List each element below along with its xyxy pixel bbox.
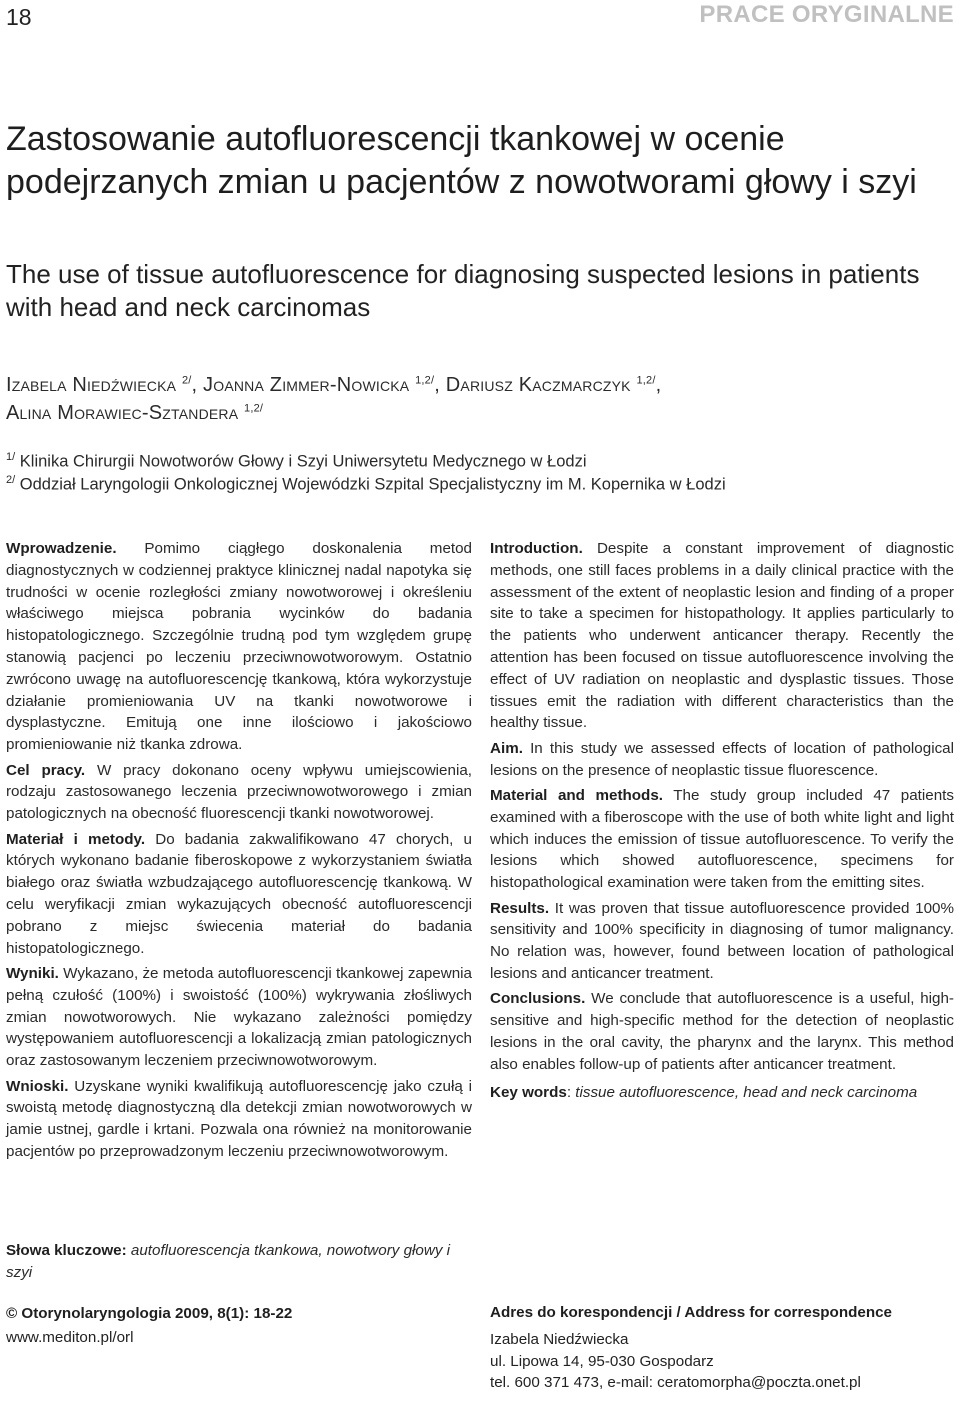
section-heading: Cel pracy. [6,761,86,779]
footer-journal-info [6,1302,466,1350]
abstract-section [6,760,472,825]
keywords-english [490,1082,954,1104]
correspondence-contact: tel. 600 371 473, e-mail: ceratomorpha@poczta.onet.pl [490,1374,861,1392]
affiliation-mark: 2/ [6,474,16,486]
title-polish: Zastosowanie autofluorescencji tkankowej w ocenie podejrzanych zmian u pacjentów z nowotworami głowy i szyi [6,120,917,201]
author-affiliation-mark: 1,2/ [244,402,264,415]
section-text: Wykazano, że metoda autofluorescencji tkankowej zapewnia pełną czułość (100%) i swoistość (100%) wykrywania złośliwych zmian nowotworowych. Nie wykazano zależności pomiędzy występowaniem autofluorescencji a lokalizacją zmian patologicznych oraz zastosowanym leczeniem przeciwnowotworowym. [6,964,472,1070]
keywords-colon: : [566,1083,572,1101]
journal-url[interactable]: www.mediton.pl/orl [6,1329,134,1346]
abstract-section [6,1076,472,1163]
section-text: W pracy dokonano oceny wpływu umiejscowienia, rodzaju zastosowanego leczenia przeciwnowotworowego i zmian patologicznych na obecność fluorescencji tkanki nowotworowej. [6,761,472,823]
section-label: PRACE ORYGINALNE [699,1,954,28]
correspondence-name: Izabela Niedźwiecka [490,1330,629,1348]
author-separator: , [191,374,204,396]
affiliation [6,474,946,495]
author-list [6,374,946,397]
footer-correspondence [490,1302,954,1394]
abstract-section [490,988,954,1075]
section-heading: Aim. [490,739,523,757]
author-name: Izabela Niedźwiecka [6,374,177,396]
author-affiliation-mark: 2/ [181,374,192,387]
section-heading: Wnioski. [6,1077,69,1095]
section-heading: Wyniki. [6,964,59,982]
abstract-english [490,538,954,1107]
section-text: Despite a constant improvement of diagnostic methods, one still faces problems in a daily clinical practice with the assessment of the extent of neoplastic lesion and finding of a proper site to take a specimen for histopathology. It applies particularly to the patients who underwent anticancer therapy. Recently the attention has been focused on tissue autofluorescence involving the effect of UV radiation on neoplastic and dysplastic tissues. Those tissues emit the radiation with different characteristics than the healthy tissue. [490,540,954,732]
section-heading: Material and methods. [490,786,663,804]
author-separator: , [655,374,662,396]
keywords-label: Key words [490,1083,567,1101]
author-name: Dariusz Kaczmarczyk [445,374,631,396]
author-affiliation-mark: 1,2/ [636,374,656,387]
section-text: Uzyskane wyniki kwalifikują autofluorescencję jako czułą i swoistą metodę diagnostyczną dla detekcji zmian nowotworowych w jamie ustnej, gardle i krtani. Pozwala ona również na monitorowanie pacjentów po przeprowadzonym leczeniu przeciwnowotworowym. [6,1077,472,1160]
author-separator: , [434,374,446,396]
author-name: Alina Morawiec-Sztandera [6,402,239,424]
section-text: In this study we assessed effects of location of pathological lesions on the presence of neoplastic tissue fluorescence. [490,739,954,779]
section-text: It was proven that tissue autofluorescence provided 100% sensitivity and 100% specificity in diagnosing of tumor malignancy. No relation was, however, found between location of pathological lesions and anticancer treatment. [490,899,954,982]
section-text: Pomimo ciągłego doskonalenia metod diagnostycznych w codziennej praktyce klinicznej nadal napotyka się trudności w ocenie rozległości zmiany nowotworowej i określeniu właściwego miejsca pobrania wycinków do badania histopatologicznego. Szczególnie trudną pod tym względem grupę stanowią pacjenci po leczeniu przeciwnowotworowym. Ostatnio zwrócono uwagę na autofluorescencję tkankową, która wykorzystuje działanie promieniowania UV na tkanki nowotworowe i dysplastyczne. Emitują one inne ilościowo i jakościowo promieniowanie niż tkanka zdrowa. [6,540,472,754]
correspondence-address: ul. Lipowa 14, 95-030 Gospodarz [490,1352,714,1370]
section-heading: Conclusions. [490,990,586,1008]
abstract-section [490,538,954,734]
abstract-section [6,829,472,960]
keywords-label: Słowa kluczowe: [6,1242,127,1259]
section-heading: Introduction. [490,540,583,557]
journal-citation: © Otorynolaryngologia 2009, 8(1): 18-22 [6,1305,293,1322]
affiliation [6,451,946,472]
author-name: Joanna Zimmer-Nowicka [203,374,410,396]
section-heading: Materiał i metody. [6,830,146,848]
keywords-text: autofluorescencja tkankowa, nowotwory głowy i szyi [6,1242,451,1281]
correspondence-title: Adres do korespondencji / Address for correspondence [490,1304,893,1321]
abstract-section [490,785,954,894]
keywords-polish [6,1240,466,1284]
page-number: 18 [6,4,32,30]
abstract-section [490,738,954,782]
affiliation-text: Klinika Chirurgii Nowotworów Głowy i Szyi Uniwersytetu Medycznego w Łodzi [19,452,587,471]
abstract-section [6,963,472,1072]
section-text: The study group included 47 patients examined with a fiberoscope with the use of both white light and light which induces the emission of tissue autofluorescence. To verify the lesions which showed autofluorescence, specimens for histopathological examination were taken from the emitting sites. [490,786,954,892]
section-heading: Results. [490,899,550,917]
section-text: We conclude that autofluorescence is a useful, high-sensitive and high-specific method for the detection of neoplastic lesions in the oral cavity, the pharynx and the larynx. This method also enables follow-up of patients after anticancer treatment. [490,990,954,1073]
author-affiliation-mark: 1,2/ [415,374,435,387]
title-english: The use of tissue autofluorescence for diagnosing suspected lesions in patients with head and neck carcinomas [6,259,920,322]
abstract-polish [6,538,472,1166]
affiliation-text: Oddział Laryngologii Onkologicznej Wojewódzki Szpital Specjalistyczny im M. Kopernika w Łodzi [19,475,726,494]
section-text: Do badania zakwalifikowano 47 chorych, u których wykonano badanie fiberoskopowe z wykorzystaniem światła białego oraz światła wzbudzającego autofluorescencję tkankową. W celu weryfikacji zmian wykazujących obecność autofluorescencji pobrano z miejsc świecenia materiał do badania histopatologicznego. [6,830,472,957]
author-list-continued [6,402,946,425]
abstract-section [490,898,954,985]
section-heading: Wprowadzenie. [6,540,117,557]
affiliation-mark: 1/ [6,451,16,463]
abstract-section [6,538,472,756]
keywords-text: tissue autofluorescence, head and neck carcinoma [571,1083,918,1101]
